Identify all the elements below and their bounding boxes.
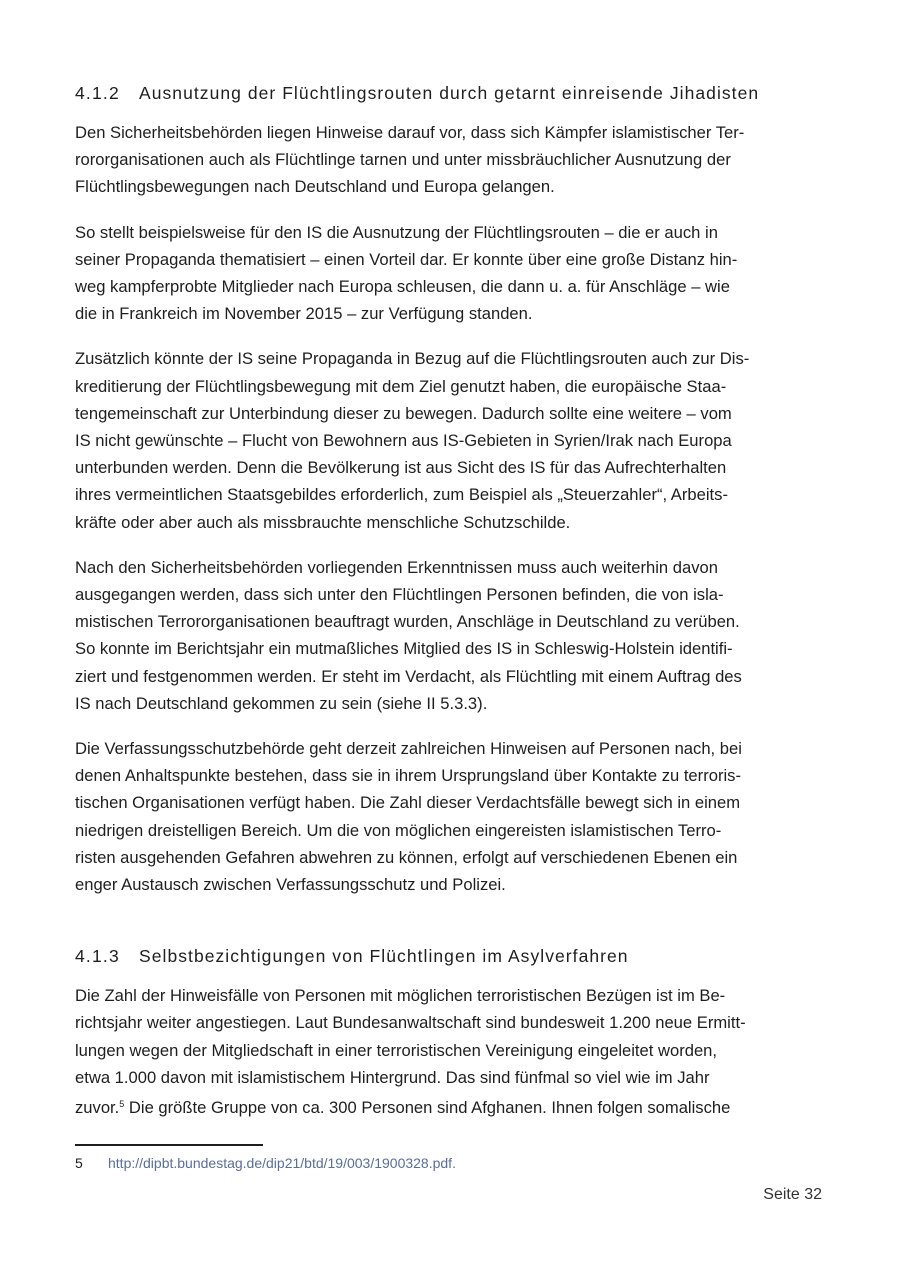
- section-title: Selbstbezichtigungen von Flüchtlingen im Asylverfahren: [139, 946, 629, 967]
- text-line: enger Austausch zwischen Verfassungsschutz und Polizei.: [75, 875, 506, 895]
- text-line: denen Anhaltspunkte bestehen, dass sie in ihrem Ursprungsland über Kontakte zu terroris-: [75, 766, 741, 786]
- text-line: So konnte im Berichtsjahr ein mutmaßliches Mitglied des IS in Schleswig-Holstein identifi-: [75, 639, 733, 659]
- text-line: Flüchtlingsbewegungen nach Deutschland und Europa gelangen.: [75, 177, 555, 197]
- text-line: weg kampferprobte Mitglieder nach Europa schleusen, die dann u. a. für Anschläge – wie: [75, 277, 730, 297]
- footnote-link[interactable]: http://dipbt.bundestag.de/dip21/btd/19/003/1900328.pdf.: [108, 1155, 456, 1171]
- paragraph: [75, 982, 827, 1121]
- section-number: 4.1.2: [75, 83, 120, 103]
- text-line: risten ausgehenden Gefahren abwehren zu können, erfolgt auf verschiedenen Ebenen ein: [75, 847, 738, 867]
- text-line: mistischen Terrororganisationen beauftragt wurden, Anschläge in Deutschland zu verüben.: [75, 612, 740, 632]
- text-line: [75, 1091, 827, 1121]
- text-line: lungen wegen der Mitgliedschaft in einer terroristischen Vereinigung eingeleitet worden,: [75, 1040, 718, 1060]
- text-line: tengemeinschaft zur Unterbindung dieser zu bewegen. Dadurch sollte eine weitere – vom: [75, 403, 732, 423]
- text-line: Die Verfassungsschutzbehörde geht derzeit zahlreichen Hinweisen auf Personen nach, bei: [75, 739, 742, 759]
- footnote-divider: [75, 1144, 263, 1146]
- footnote: [75, 1154, 456, 1172]
- section-heading-4-1-2: [75, 78, 827, 108]
- section-number: 4.1.3: [75, 946, 120, 967]
- text-line: rororganisationen auch als Flüchtlinge tarnen und unter missbräuchlicher Ausnutzung der: [75, 150, 731, 170]
- text-line: seiner Propaganda thematisiert – einen Vorteil dar. Er konnte über eine große Distanz hin-: [75, 249, 738, 269]
- text-line: Nach den Sicherheitsbehörden vorliegenden Erkenntnissen muss auch weiterhin davon: [75, 557, 718, 577]
- text-line: kräfte oder aber auch als missbrauchte menschliche Schutzschilde.: [75, 512, 571, 532]
- paragraph: [75, 219, 827, 328]
- text-line: unterbunden werden. Denn die Bevölkerung ist aus Sicht des IS für das Aufrechterhalten: [75, 458, 727, 478]
- page-number: Seite 32: [763, 1186, 822, 1203]
- text-line: Die Zahl der Hinweisfälle von Personen mit möglichen terroristischen Bezügen ist im Be-: [75, 986, 726, 1006]
- text-line: Zusätzlich könnte der IS seine Propaganda in Bezug auf die Flüchtlingsrouten auch zur Dis-: [75, 349, 750, 369]
- text-line: IS nach Deutschland gekommen zu sein (siehe II 5.3.3).: [75, 693, 488, 713]
- text-line: ihres vermeintlichen Staatsgebildes erforderlich, zum Beispiel als „Steuerzahler“, Arbeits-: [75, 485, 728, 505]
- text-line: IS nicht gewünschte – Flucht von Bewohnern aus IS-Gebieten in Syrien/Irak nach Europa: [75, 431, 732, 451]
- text-line: niedrigen dreistelligen Bereich. Um die von möglichen eingereisten islamistischen Terro-: [75, 820, 722, 840]
- text-line: etwa 1.000 davon mit islamistischem Hintergrund. Das sind fünfmal so viel wie im Jahr: [75, 1067, 710, 1087]
- section-heading-4-1-3: [75, 941, 827, 971]
- section-title: Ausnutzung der Flüchtlingsrouten durch getarnt einreisende Jihadisten: [139, 83, 760, 103]
- text-line: ziert und festgenommen werden. Er steht im Verdacht, als Flüchtling mit einem Auftrag des: [75, 666, 742, 686]
- footnote-number: 5: [75, 1155, 83, 1171]
- text-fragment: zuvor.: [75, 1098, 120, 1118]
- paragraph: [75, 554, 827, 717]
- paragraph: [75, 345, 827, 535]
- paragraph: [75, 119, 827, 201]
- footnote-reference[interactable]: 5: [119, 1099, 125, 1110]
- text-fragment: Die größte Gruppe von ca. 300 Personen sind Afghanen. Ihnen folgen somalische: [124, 1098, 731, 1118]
- text-line: Den Sicherheitsbehörden liegen Hinweise darauf vor, dass sich Kämpfer islamistischer Ter-: [75, 123, 745, 142]
- text-line: tischen Organisationen verfügt haben. Die Zahl dieser Verdachtsfälle bewegt sich in einem: [75, 793, 741, 813]
- text-line: richtsjahr weiter angestiegen. Laut Bundesanwaltschaft sind bundesweit 1.200 neue Ermitt-: [75, 1013, 746, 1033]
- page-content: [75, 78, 827, 1121]
- text-line: ausgegangen werden, dass sich unter den Flüchtlingen Personen befinden, die von isla-: [75, 585, 724, 605]
- paragraph: [75, 735, 827, 898]
- text-line: So stellt beispielsweise für den IS die Ausnutzung der Flüchtlingsrouten – die er auch in: [75, 222, 718, 242]
- text-line: die in Frankreich im November 2015 – zur Verfügung standen.: [75, 304, 533, 324]
- text-line: kreditierung der Flüchtlingsbewegung mit dem Ziel genutzt haben, die europäische Staa-: [75, 376, 727, 396]
